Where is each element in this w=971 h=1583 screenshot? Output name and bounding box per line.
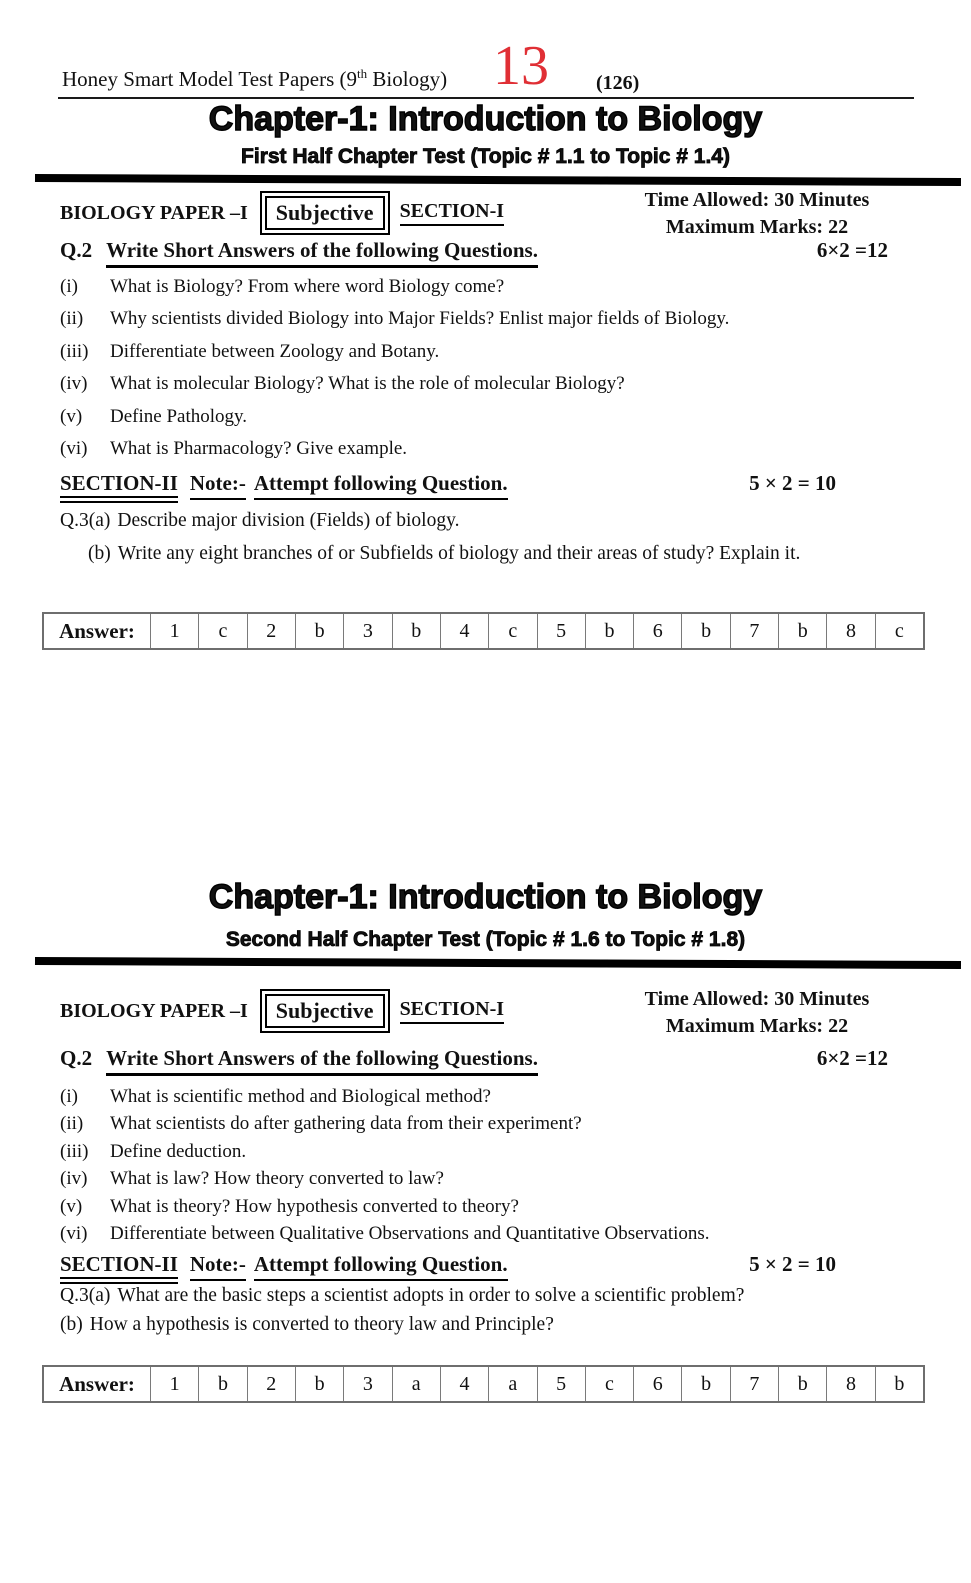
question-row [60, 1141, 930, 1168]
time-allowed: Time Allowed: 30 Minutes [644, 988, 870, 1010]
subjective-box [260, 191, 390, 235]
q3a-text: What are the basic steps a scientist adopts in order to solve a scientific problem? [117, 1285, 745, 1306]
answer-table-1 [42, 612, 925, 650]
section-1-label: SECTION-I [400, 200, 504, 226]
question-number: (i) [60, 276, 78, 297]
question-text: What is Biology? From where word Biology come? [110, 276, 505, 297]
question-text: What is molecular Biology? What is the role of molecular Biology? [110, 373, 625, 395]
q3a-line-2 [60, 1285, 744, 1307]
answer-cell: b [198, 1367, 246, 1401]
q3b-label: (b) [88, 543, 111, 564]
paper-label: BIOLOGY PAPER –I [60, 201, 248, 224]
q2-heading: Write Short Answers of the following Questions. [106, 238, 538, 268]
question-number: (v) [60, 405, 83, 427]
question-list-2 [60, 1086, 930, 1250]
paper-mode-label: Subjective [265, 994, 385, 1028]
answer-cell: b [585, 614, 633, 648]
booklet-title [62, 66, 447, 92]
answer-cell: c [585, 1367, 633, 1401]
question-number: (v) [60, 1195, 83, 1217]
answer-cell: a [488, 1367, 536, 1401]
question-text: Differentiate between Qualitative Observations and Quantitative Observations. [110, 1222, 710, 1244]
maximum-marks: Maximum Marks: 22 [665, 216, 849, 238]
chapter-title-1: Chapter-1: Introduction to Biology [208, 100, 763, 138]
answer-label-cell: Answer: [59, 1371, 135, 1396]
question-row [60, 438, 930, 470]
q2-label: Q.2 [60, 1046, 93, 1070]
question-number: (vi) [60, 437, 88, 459]
answer-cell: 1 [150, 1367, 198, 1401]
answer-cell: b [681, 1367, 729, 1401]
subjective-box [260, 989, 390, 1033]
question-row [60, 276, 930, 308]
header-rule [58, 97, 914, 99]
test-subtitle-1: First Half Chapter Test (Topic # 1.1 to Topic # 1.4) [241, 145, 730, 168]
answer-cell: 3 [343, 1367, 391, 1401]
answer-cell: c [198, 614, 246, 648]
q3b-text: Write any eight branches of or Subfields of biology and their areas of study? Explain it. [117, 543, 801, 564]
answer-cell: 8 [826, 1367, 874, 1401]
question-row [60, 1223, 930, 1250]
answer-cell: 7 [730, 614, 778, 648]
answer-cell: b [875, 1367, 923, 1401]
question-row [60, 406, 930, 438]
section-2-label: SECTION-II [60, 1252, 178, 1284]
question-number: (iv) [60, 373, 88, 395]
section-2-note: Note:- [190, 471, 246, 500]
booklet-title-tail: Biology) [367, 67, 448, 91]
paper-mode-label: Subjective [265, 196, 385, 230]
section-2-row-1 [60, 471, 836, 503]
section-2-heading: Attempt following Question. [254, 1252, 508, 1281]
q3b-line-2 [60, 1314, 554, 1336]
section-1-label: SECTION-I [400, 998, 504, 1024]
question-text: Define Pathology. [110, 405, 248, 427]
question-row [60, 373, 930, 405]
test-subtitle-2: Second Half Chapter Test (Topic # 1.6 to Topic # 1.8) [225, 928, 746, 951]
answer-table-2 [42, 1365, 925, 1403]
answer-cell: a [392, 1367, 440, 1401]
page-number-red: 13 [493, 35, 549, 97]
divider-bar-2 [35, 957, 961, 969]
answer-cell: b [392, 614, 440, 648]
q2-row-2 [60, 1046, 888, 1076]
page-number-book: (126) [596, 72, 640, 94]
answer-cell: b [295, 614, 343, 648]
q2-marks: 6×2 =12 [816, 1046, 888, 1070]
q3a-label: Q.3(a) [60, 1285, 111, 1306]
answer-cell: 7 [730, 1367, 778, 1401]
question-text: Define deduction. [110, 1140, 247, 1162]
answer-cell: b [778, 614, 826, 648]
question-number: (iii) [60, 340, 89, 362]
section-2-marks: 5 × 2 = 10 [749, 1252, 836, 1276]
section-2-label: SECTION-II [60, 471, 178, 503]
q2-heading: Write Short Answers of the following Questions. [106, 1046, 538, 1076]
answer-cell: b [681, 614, 729, 648]
question-text: What is theory? How hypothesis converted to theory? [110, 1195, 519, 1217]
answer-cell: c [488, 614, 536, 648]
question-row [60, 308, 930, 340]
q2-row-1 [60, 238, 888, 268]
answer-cell: 4 [440, 614, 488, 648]
question-row [60, 1113, 930, 1140]
question-row [60, 1196, 930, 1223]
answer-cell: 2 [247, 614, 295, 648]
answer-cell: 6 [633, 614, 681, 648]
booklet-title-sup: th [357, 66, 368, 81]
booklet-title-head: Honey Smart Model Test Papers (9 [62, 67, 358, 91]
answer-cell: 4 [440, 1367, 488, 1401]
question-text: What scientists do after gathering data from their experiment? [110, 1113, 582, 1135]
question-row [60, 1086, 930, 1113]
answer-cell: 1 [150, 614, 198, 648]
question-text: What is law? How theory converted to law? [110, 1168, 444, 1190]
q2-label: Q.2 [60, 238, 93, 262]
q3b-line-1 [88, 543, 800, 565]
maximum-marks: Maximum Marks: 22 [665, 1015, 849, 1037]
q3a-text: Describe major division (Fields) of biology. [117, 510, 460, 531]
answer-label-cell: Answer: [59, 618, 135, 643]
paper-row-1 [60, 188, 504, 238]
time-allowed: Time Allowed: 30 Minutes [644, 189, 870, 211]
question-text: What is Pharmacology? Give example. [110, 437, 408, 459]
q3a-line-1 [60, 510, 459, 532]
answer-cell: 5 [537, 614, 585, 648]
section-2-heading: Attempt following Question. [254, 471, 508, 500]
question-text: Why scientists divided Biology into Major Fields? Enlist major fields of Biology. [110, 308, 730, 330]
test-info-1 [618, 187, 896, 241]
question-number: (ii) [60, 308, 84, 330]
answer-cell: 3 [343, 614, 391, 648]
question-text: Differentiate between Zoology and Botany. [110, 340, 440, 362]
question-number: (iii) [60, 1140, 89, 1162]
question-row [60, 1168, 930, 1195]
paper-row-2 [60, 986, 504, 1036]
test-info-2 [618, 986, 896, 1040]
q3b-label: (b) [60, 1314, 83, 1335]
answer-cell: 2 [247, 1367, 295, 1401]
question-row [60, 341, 930, 373]
question-number: (iv) [60, 1168, 88, 1190]
answer-cell: b [778, 1367, 826, 1401]
question-text: What is scientific method and Biological method? [110, 1086, 491, 1107]
q3b-text: How a hypothesis is converted to theory law and Principle? [89, 1314, 554, 1335]
answer-cell: 5 [537, 1367, 585, 1401]
question-number: (vi) [60, 1222, 88, 1244]
question-list-1 [60, 276, 930, 470]
chapter-title-2: Chapter-1: Introduction to Biology [208, 878, 763, 916]
answer-cell: 6 [633, 1367, 681, 1401]
section-2-marks: 5 × 2 = 10 [749, 471, 836, 495]
answer-cell: 8 [826, 614, 874, 648]
question-number: (i) [60, 1086, 78, 1107]
question-number: (ii) [60, 1113, 84, 1135]
paper-label: BIOLOGY PAPER –I [60, 999, 248, 1022]
q2-marks: 6×2 =12 [816, 238, 888, 262]
section-2-note: Note:- [190, 1252, 246, 1281]
answer-cell: c [875, 614, 923, 648]
q3a-label: Q.3(a) [60, 510, 111, 531]
section-2-row-2 [60, 1252, 836, 1284]
divider-bar-1 [35, 174, 961, 186]
answer-cell: b [295, 1367, 343, 1401]
